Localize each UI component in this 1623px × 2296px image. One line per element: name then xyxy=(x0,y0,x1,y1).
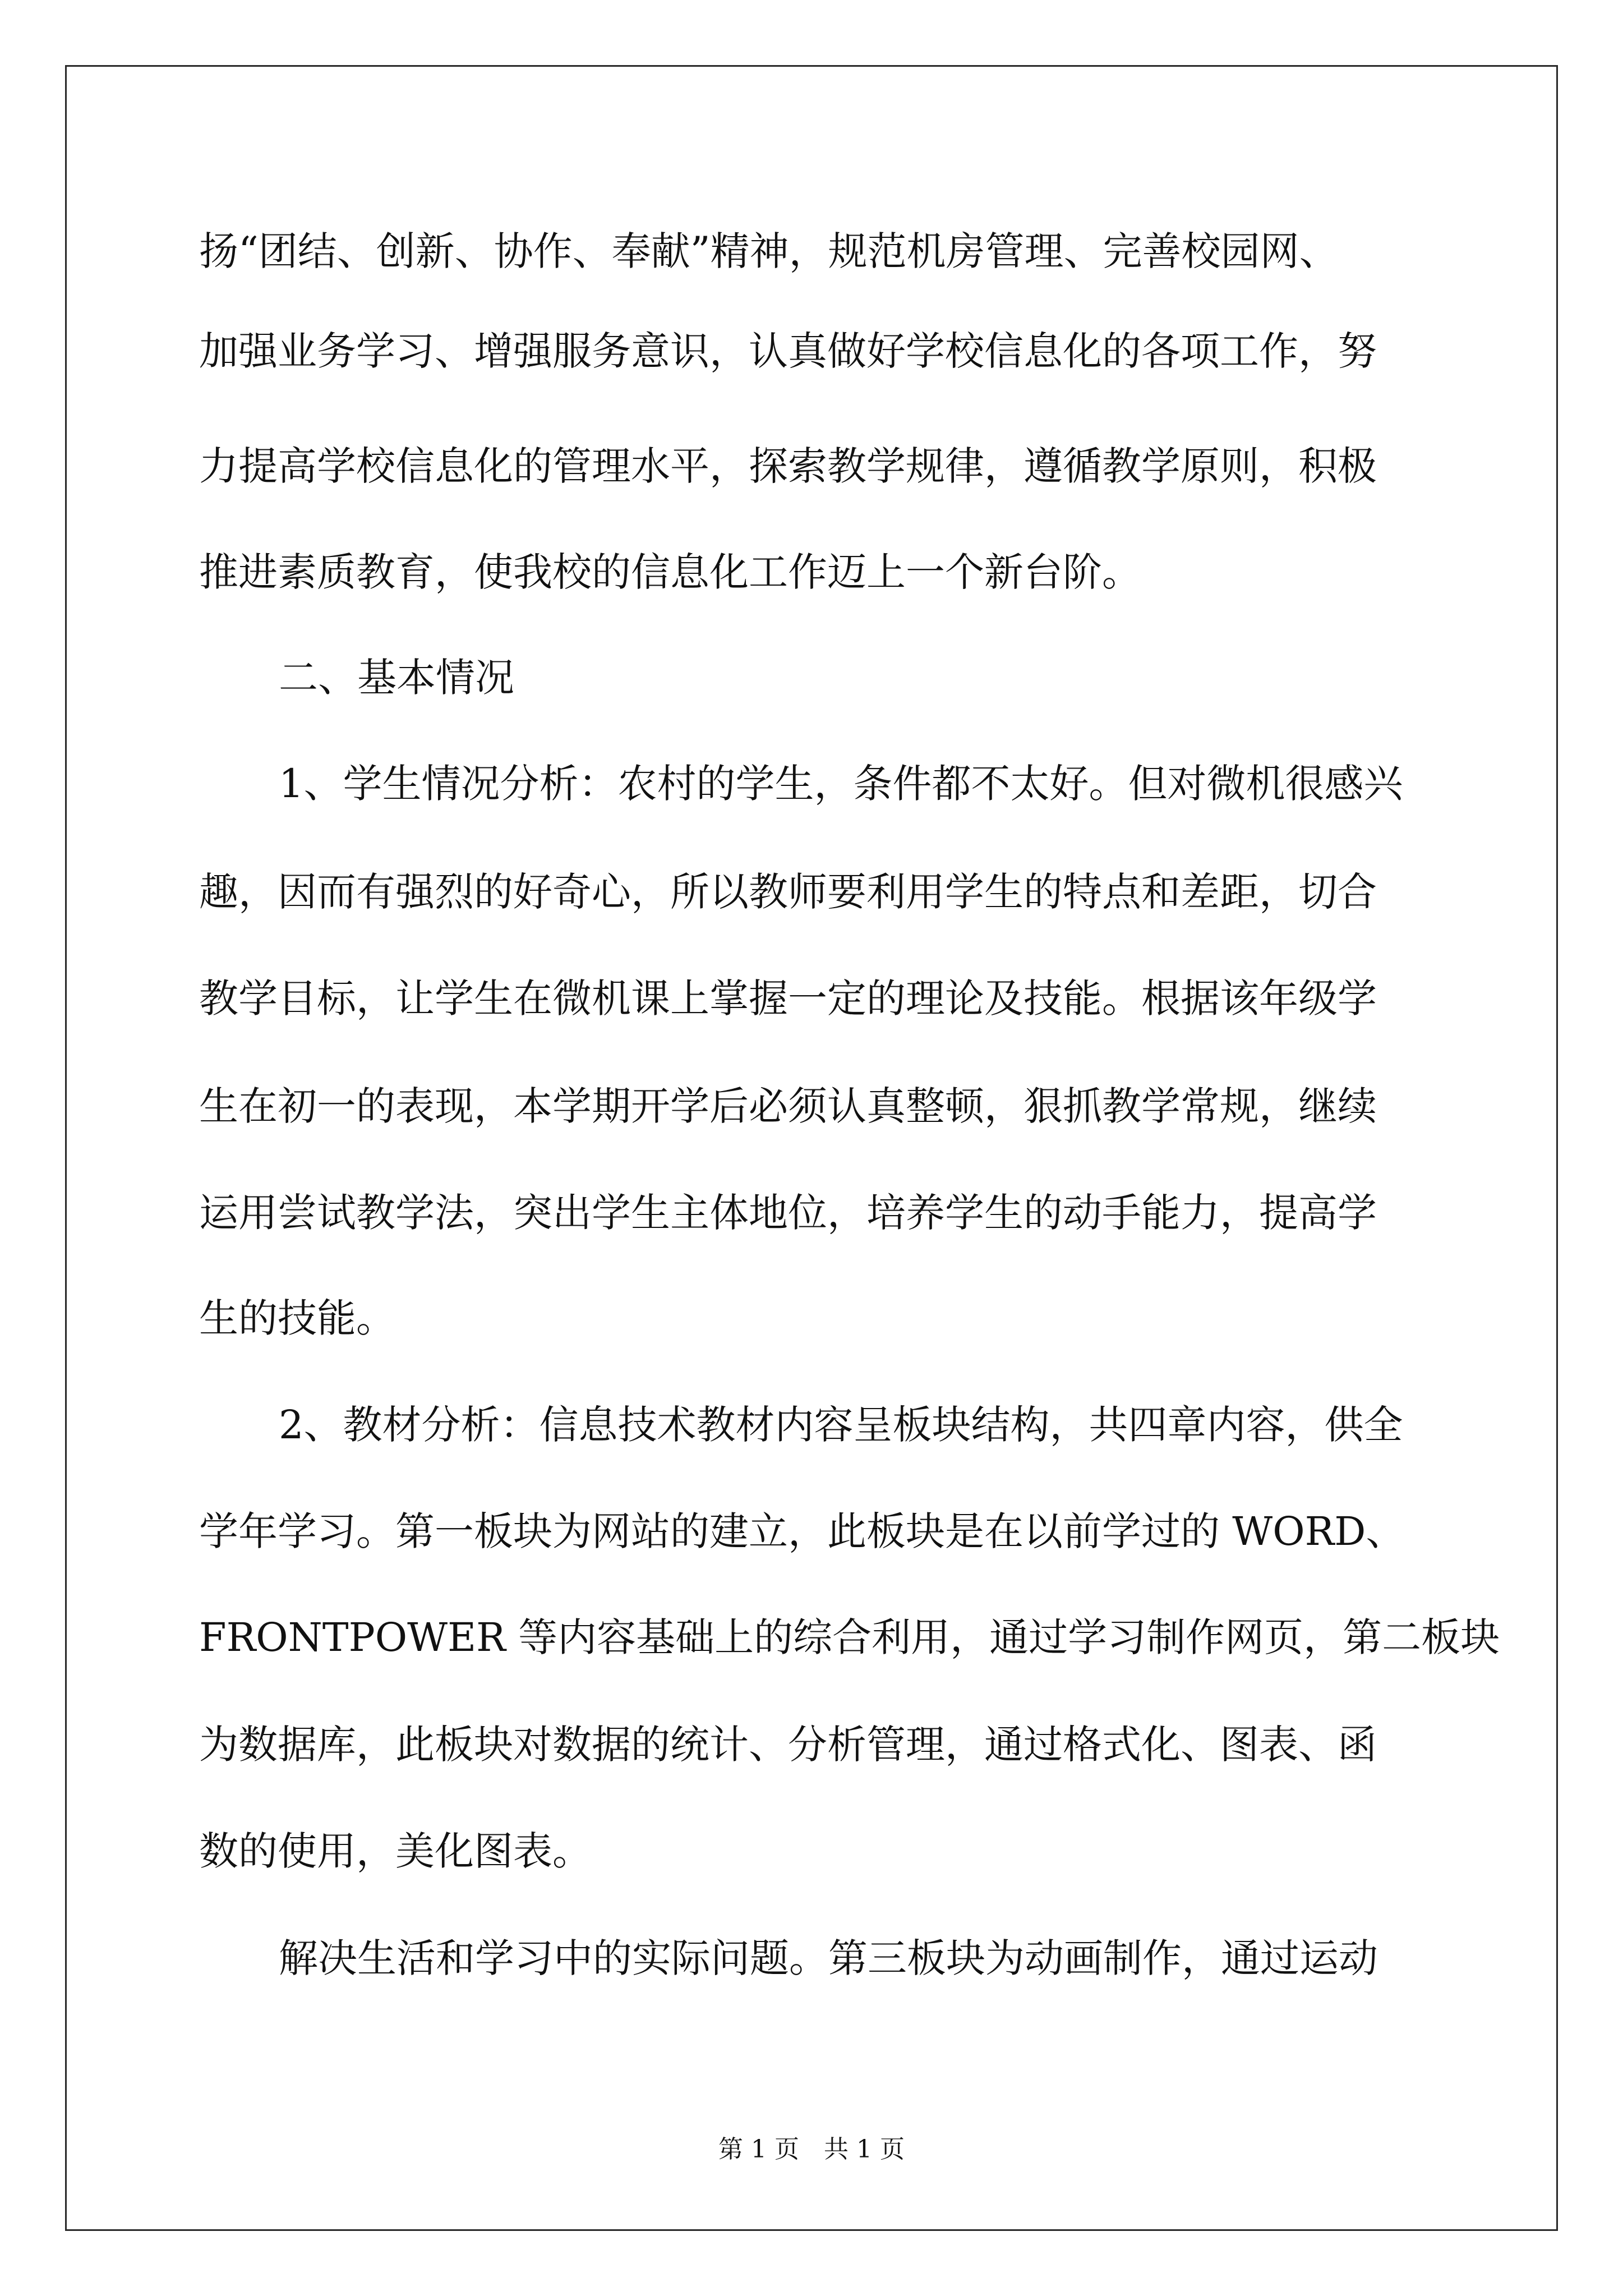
text-line: 运用尝试教学法，突出学生主体地位，培养学生的动手能力，提高学 xyxy=(199,1190,1377,1236)
text-line: 推进素质教育，使我校的信息化工作迈上一个新台阶。 xyxy=(199,549,1141,595)
text-line: 趣，因而有强烈的好奇心，所以教师要利用学生的特点和差距，切合 xyxy=(199,869,1377,915)
text-line: 解决生活和学习中的实际问题。第三板块为动画制作，通过运动 xyxy=(279,1935,1378,1981)
page-footer: 第 1 页 共 1 页 xyxy=(718,2135,905,2164)
text-line: 学年学习。第一板块为网站的建立，此板块是在以前学过的 WORD、 xyxy=(199,1508,1405,1554)
section-heading: 二、基本情况 xyxy=(279,655,514,701)
text-line: 2、教材分析：信息技术教材内容呈板块结构，共四章内容，供全 xyxy=(279,1402,1403,1448)
text-line: FRONTPOWER 等内容基础上的综合利用，通过学习制作网页，第二板块 xyxy=(199,1614,1500,1660)
text-line: 1、学生情况分析：农村的学生，条件都不太好。但对微机很感兴 xyxy=(279,761,1403,807)
text-line: 为数据库，此板块对数据的统计、分析管理，通过格式化、图表、函 xyxy=(199,1722,1377,1768)
page-border xyxy=(65,65,1558,2231)
text-line: 扬“团结、创新、协作、奉献”精神，规范机房管理、完善校园网、 xyxy=(199,228,1339,274)
text-line: 教学目标，让学生在微机课上掌握一定的理论及技能。根据该年级学 xyxy=(199,976,1377,1022)
text-line: 生的技能。 xyxy=(199,1295,395,1341)
text-line: 加强业务学习、增强服务意识，认真做好学校信息化的各项工作，努 xyxy=(199,328,1377,374)
text-line: 数的使用，美化图表。 xyxy=(199,1828,592,1874)
text-line: 力提高学校信息化的管理水平，探索教学规律，遵循教学原则，积极 xyxy=(199,443,1377,489)
text-line: 生在初一的表现，本学期开学后必须认真整顿，狠抓教学常规，继续 xyxy=(199,1083,1377,1129)
